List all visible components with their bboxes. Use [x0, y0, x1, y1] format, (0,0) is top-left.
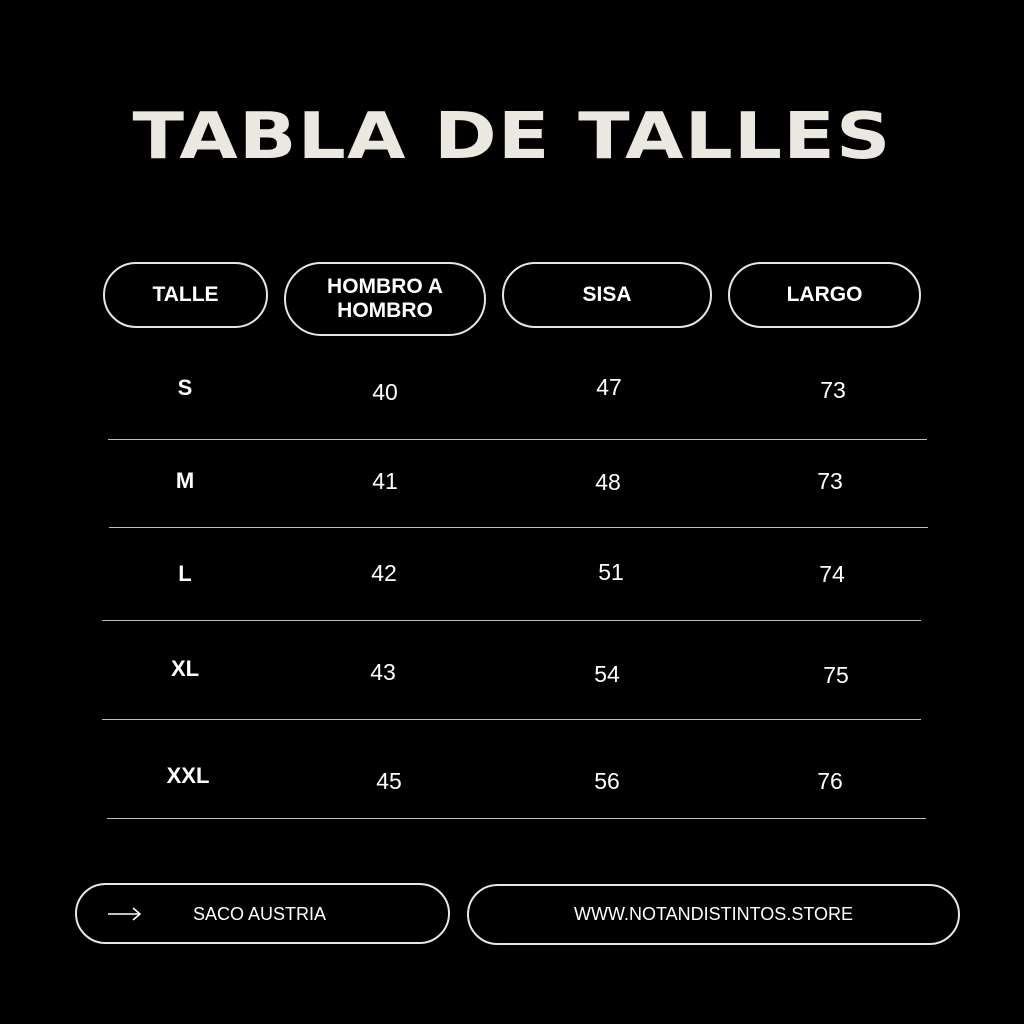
row-xl-hombro: 43 [370, 659, 396, 685]
row-m-talle: M [175, 468, 195, 493]
row-m-sisa: 48 [595, 469, 621, 495]
row-divider [108, 439, 927, 440]
header-hombro [284, 262, 486, 336]
page-title: TABLA DE TALLES [132, 100, 892, 174]
row-s-sisa: 47 [596, 374, 622, 400]
row-l-largo: 74 [819, 561, 845, 587]
product-pill [75, 883, 450, 944]
arrow-right-icon [107, 905, 143, 928]
row-xxl-sisa: 56 [594, 768, 620, 794]
row-xl-largo: 75 [823, 662, 849, 688]
row-divider [102, 719, 921, 720]
product-name: SACO AUSTRIA [193, 904, 327, 924]
row-xxl-largo: 76 [817, 768, 843, 794]
header-largo: LARGO [728, 262, 921, 328]
row-divider [102, 620, 921, 621]
row-m-largo: 73 [817, 468, 843, 494]
website-link[interactable]: WWW.NOTANDISTINTOS.STORE [574, 904, 853, 924]
website-pill[interactable] [467, 884, 960, 945]
row-xxl-hombro: 45 [376, 768, 402, 794]
row-s-talle: S [177, 375, 193, 400]
row-l-sisa: 51 [598, 559, 624, 585]
row-xl-talle: XL [170, 656, 200, 681]
header-hombro-label: HOMBRO A HOMBRO [327, 275, 443, 322]
row-l-talle: L [178, 561, 192, 586]
row-xxl-talle: XXL [166, 763, 210, 788]
header-talle: TALLE [103, 262, 268, 328]
row-l-hombro: 42 [371, 560, 397, 586]
row-s-hombro: 40 [372, 379, 398, 405]
row-xl-sisa: 54 [594, 661, 620, 687]
row-divider [107, 818, 926, 819]
row-s-largo: 73 [820, 377, 846, 403]
row-m-hombro: 41 [372, 468, 398, 494]
header-sisa: SISA [502, 262, 712, 328]
row-divider [109, 527, 928, 528]
